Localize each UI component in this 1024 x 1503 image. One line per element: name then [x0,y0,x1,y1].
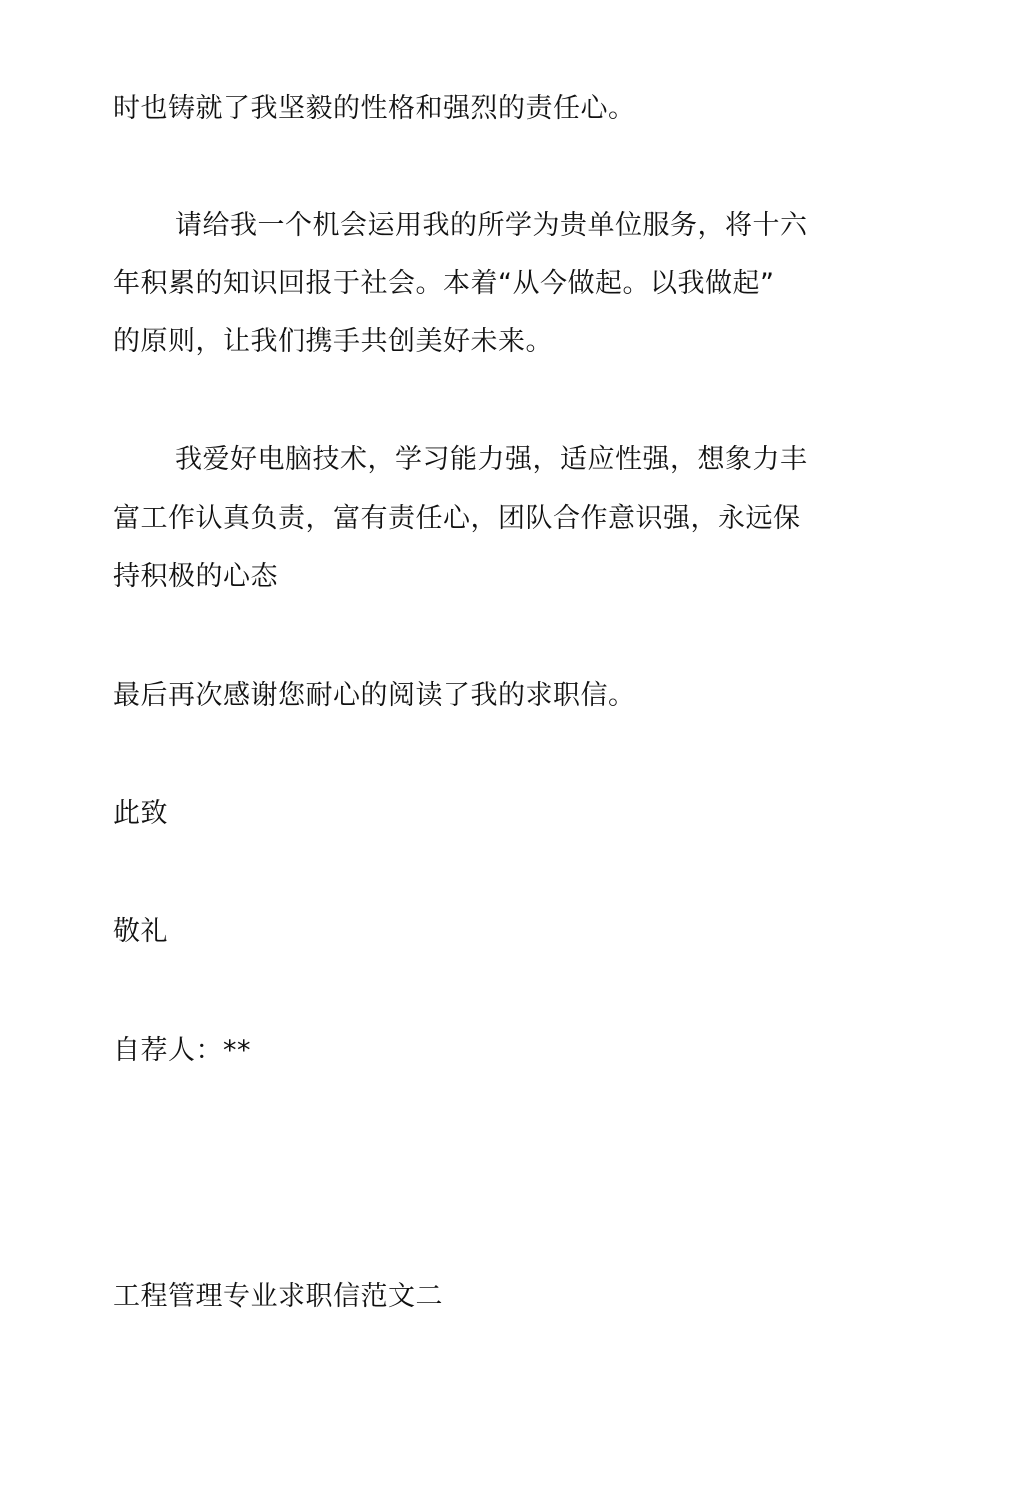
paragraph-line: 持积极的心态 [113,561,278,592]
salutation-cizhi: 此致 [113,798,168,829]
paragraph-line: 时也铸就了我坚毅的性格和强烈的责任心。 [113,93,636,124]
next-section-heading: 工程管理专业求职信范文二 [113,1281,443,1312]
paragraph-line: 年积累的知识回报于社会。本着“从今做起。以我做起” [113,268,775,299]
paragraph-line: 富工作认真负责，富有责任心，团队合作意识强，永远保 [113,503,801,534]
paragraph-line: 我爱好电脑技术，学习能力强，适应性强，想象力丰 [175,444,808,475]
paragraph-line: 请给我一个机会运用我的所学为贵单位服务，将十六 [175,210,808,241]
closing-thanks: 最后再次感谢您耐心的阅读了我的求职信。 [113,680,636,711]
paragraph-line: 的原则，让我们携手共创美好未来。 [113,326,553,357]
salutation-jingli: 敬礼 [113,916,168,947]
signature: 自荐人：** [113,1035,251,1066]
